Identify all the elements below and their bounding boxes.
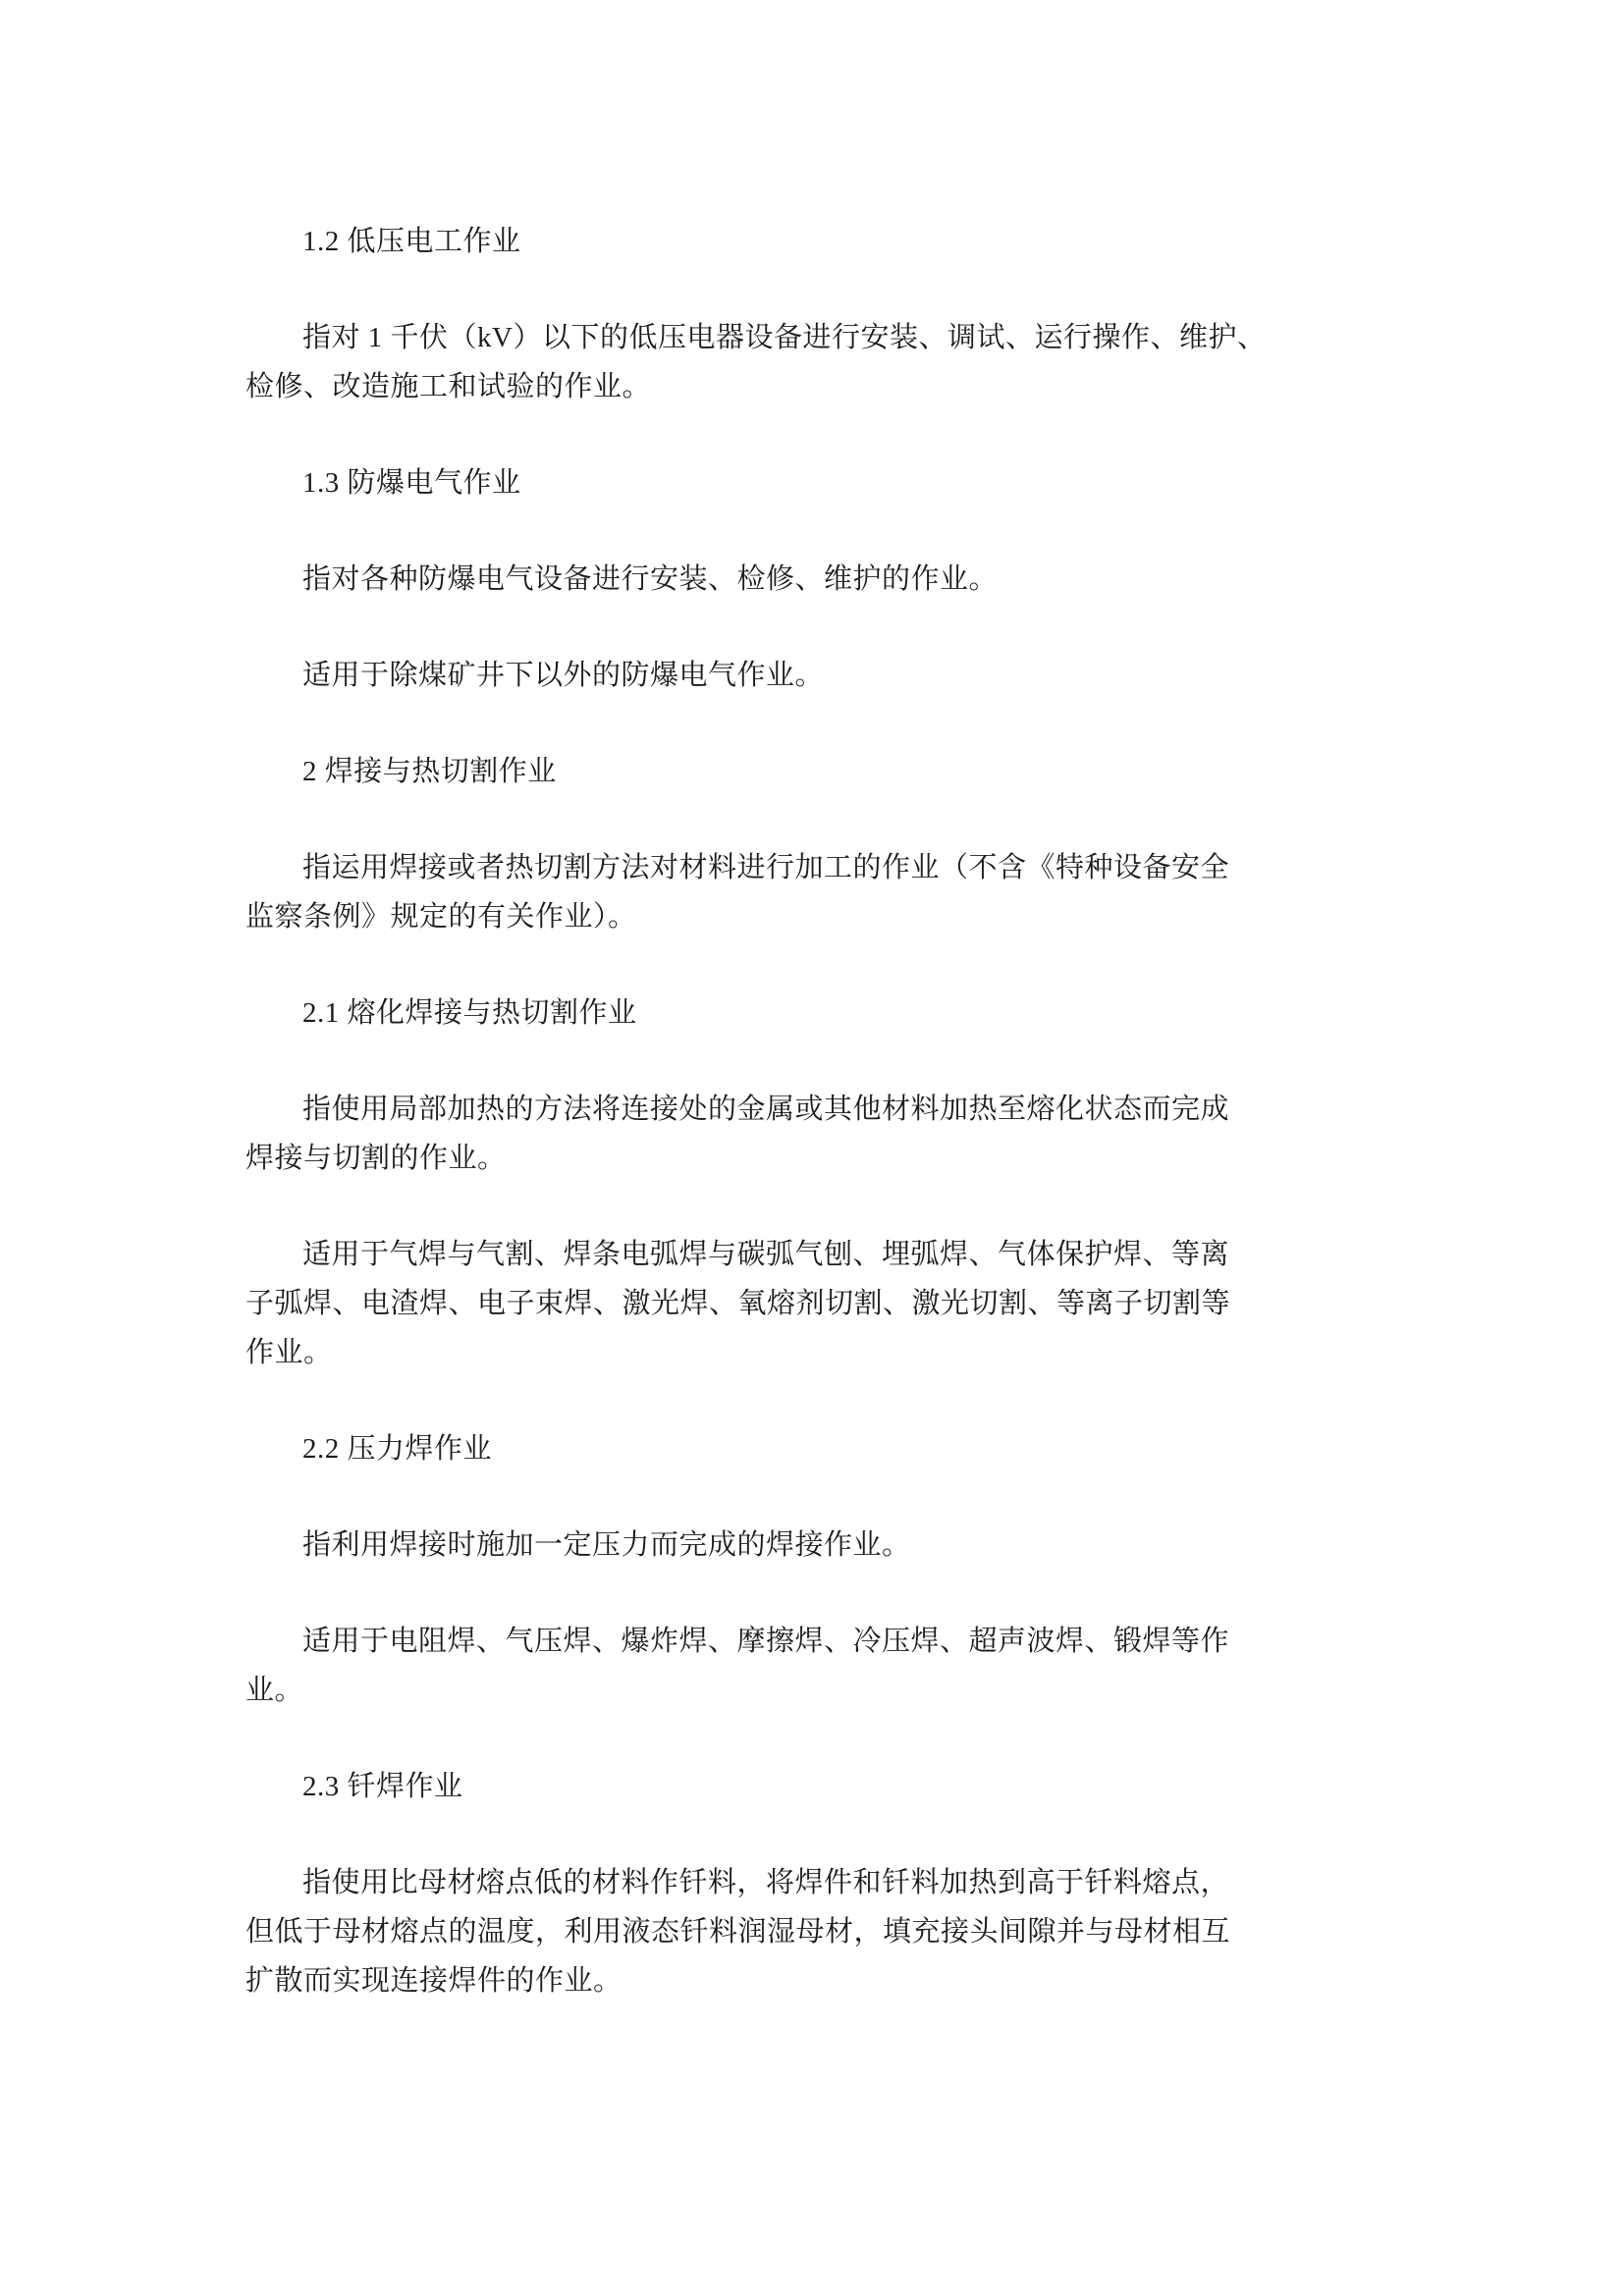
paragraph-line: 适用于电阻焊、气压焊、爆炸焊、摩擦焊、冷压焊、超声波焊、锻焊等作 — [302, 1626, 1230, 1657]
paragraph-line: 适用于除煤矿井下以外的防爆电气作业。 — [302, 660, 825, 691]
section-heading: 1.3 防爆电气作业 — [302, 467, 521, 499]
section-heading-low-voltage-electrician — [245, 217, 1380, 266]
paragraph-low-voltage-definition — [245, 313, 1380, 411]
paragraph-line: 指运用焊接或者热切割方法对材料进行加工的作业（不含《特种设备安全 — [302, 852, 1230, 883]
paragraph-line: 但低于母材熔点的温度，利用液态钎料润湿母材，填充接头间隙并与母材相互 — [245, 1916, 1231, 1948]
paragraph-line: 业。 — [245, 1675, 304, 1706]
section-heading: 1.2 低压电工作业 — [302, 226, 521, 257]
section-heading: 2.3 钎焊作业 — [302, 1771, 463, 1802]
section-heading-explosion-proof-electrical — [245, 458, 1380, 507]
paragraph-line: 适用于气焊与气割、焊条电弧焊与碳弧气刨、埋弧焊、气体保护焊、等离 — [302, 1239, 1230, 1270]
paragraph-fusion-welding-definition — [245, 1085, 1380, 1183]
section-heading: 2.1 熔化焊接与热切割作业 — [302, 997, 637, 1029]
paragraph-line: 指使用比母材熔点低的材料作钎料，将焊件和钎料加热到高于钎料熔点， — [302, 1867, 1230, 1898]
paragraph-line: 监察条例》规定的有关作业）。 — [245, 901, 637, 933]
paragraph-pressure-welding-definition — [245, 1521, 1380, 1570]
paragraph-pressure-welding-scope — [245, 1617, 1380, 1715]
paragraph-brazing-definition — [245, 1858, 1380, 2005]
section-heading-fusion-welding — [245, 988, 1380, 1038]
paragraph-line: 扩散而实现连接焊件的作业。 — [245, 1965, 623, 1997]
paragraph-line: 指利用焊接时施加一定压力而完成的焊接作业。 — [302, 1529, 911, 1561]
paragraph-fusion-welding-scope — [245, 1230, 1380, 1377]
paragraph-line: 检修、改造施工和试验的作业。 — [245, 371, 652, 402]
section-heading: 2.2 压力焊作业 — [302, 1433, 493, 1465]
paragraph-welding-definition — [245, 843, 1380, 941]
paragraph-line: 作业。 — [245, 1337, 333, 1368]
paragraph-explosion-proof-scope — [245, 651, 1380, 700]
document-page — [245, 217, 1380, 2053]
paragraph-line: 子弧焊、电渣焊、电子束焊、激光焊、氧熔剂切割、激光切割、等离子切割等 — [245, 1288, 1231, 1319]
paragraph-line: 指对 1 千伏（kV）以下的低压电器设备进行安装、调试、运行操作、维护、 — [302, 322, 1267, 353]
paragraph-explosion-proof-definition — [245, 555, 1380, 604]
paragraph-line: 指使用局部加热的方法将连接处的金属或其他材料加热至熔化状态而完成 — [302, 1094, 1230, 1125]
paragraph-line: 指对各种防爆电气设备进行安装、检修、维护的作业。 — [302, 563, 999, 595]
section-heading-brazing — [245, 1762, 1380, 1811]
paragraph-line: 焊接与切割的作业。 — [245, 1143, 507, 1174]
section-heading-pressure-welding — [245, 1424, 1380, 1473]
section-heading-welding-thermal-cutting — [245, 747, 1380, 796]
section-heading: 2 焊接与热切割作业 — [302, 756, 557, 787]
